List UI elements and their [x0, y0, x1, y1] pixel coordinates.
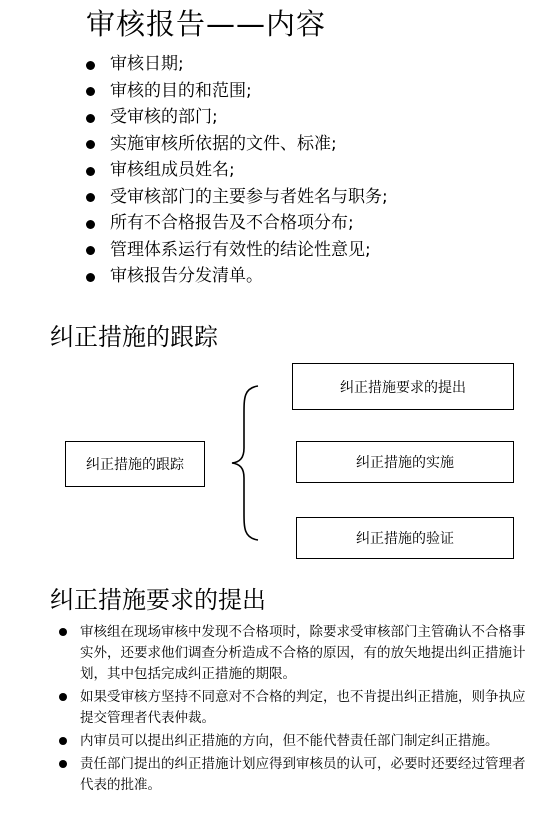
bullet-icon [59, 737, 67, 745]
bullet-icon [86, 114, 95, 123]
list-item: 审核的目的和范围; [62, 78, 388, 105]
list-item: 审核组成员姓名; [62, 157, 388, 184]
branch-box-requirement [292, 363, 514, 410]
bullet-icon [59, 693, 67, 701]
curly-brace-icon [228, 384, 264, 542]
requirements-list [56, 622, 536, 798]
branch-box-verification [296, 517, 514, 559]
list-item: 如果受审核方坚持不同意对不合格的判定，也不肯提出纠正措施，则争执应提交管理者代表仲裁。 [56, 687, 536, 729]
branch-label: 纠正措施的验证 [356, 531, 454, 547]
bullet-icon [59, 628, 67, 636]
report-content-list [62, 51, 388, 290]
bullet-icon [86, 273, 95, 282]
page-title: 审核报告——内容 [86, 7, 327, 41]
list-item: 实施审核所依据的文件、标准; [62, 131, 388, 158]
list-item: 所有不合格报告及不合格项分布; [62, 210, 388, 237]
list-item: 受审核的部门; [62, 104, 388, 131]
bullet-icon [86, 193, 95, 202]
bullet-icon [86, 167, 95, 176]
list-item: 受审核部门的主要参与者姓名与职务; [62, 184, 388, 211]
branch-box-implementation [296, 441, 514, 483]
list-item: 责任部门提出的纠正措施计划应得到审核员的认可，必要时还要经过管理者代表的批准。 [56, 754, 536, 796]
list-item: 审核日期; [62, 51, 388, 78]
requirements-section-title: 纠正措施要求的提出 [50, 586, 266, 614]
tracking-section-title: 纠正措施的跟踪 [50, 323, 218, 351]
bullet-icon [59, 760, 67, 768]
bullet-icon [86, 61, 95, 70]
list-item: 审核组在现场审核中发现不合格项时，除要求受审核部门主管确认不合格事实外，还要求他们调查分析造成不合格的原因，有的放矢地提出纠正措施计划，其中包括完成纠正措施的期限。 [56, 622, 536, 685]
branch-label: 纠正措施要求的提出 [340, 379, 466, 396]
list-item: 内审员可以提出纠正措施的方向，但不能代替责任部门制定纠正措施。 [56, 731, 536, 752]
tracking-root-label: 纠正措施的跟踪 [86, 457, 184, 473]
list-item: 审核报告分发清单。 [62, 263, 388, 290]
bullet-icon [86, 140, 95, 149]
branch-label: 纠正措施的实施 [356, 455, 454, 471]
bullet-icon [86, 246, 95, 255]
bullet-icon [86, 87, 95, 96]
list-item: 管理体系运行有效性的结论性意见; [62, 237, 388, 264]
bullet-icon [86, 220, 95, 229]
tracking-root-box [65, 441, 205, 487]
